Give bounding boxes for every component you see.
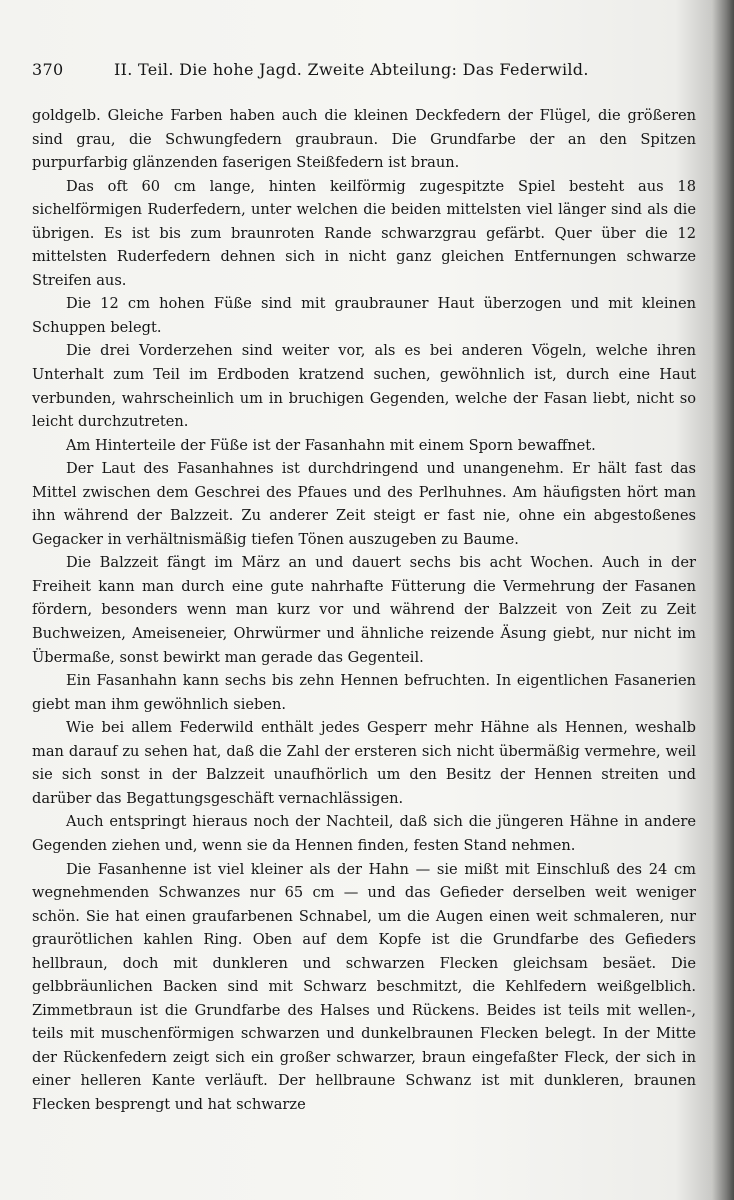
paragraph: Der Laut des Fasanhahnes ist durchdringend und unangenehm. Er hält fast das Mittel zwischen dem Geschrei des Pfaues und des Perlhuhnes. Am häufigsten hört man ihn während der Balzzeit. Zu anderer Zeit steigt er fast nie, ohne ein abgestoßenes Gegacker in verhältnismäßig tiefen Tönen auszugeben zu Baume. (32, 460, 696, 548)
paragraph: Am Hinterteile der Füße ist der Fasanhahn mit einem Sporn bewaffnet. (66, 436, 596, 454)
body-text (32, 104, 696, 1117)
paragraph: goldgelb. Gleiche Farben haben auch die kleinen Deckfedern der Flügel, die größeren sind grau, die Schwungfedern graubraun. Die Grundfarbe der an den Spitzen purpurfarbig glänzenden faserigen Steißfedern ist braun. (32, 107, 696, 172)
paragraph: Die Balzzeit fängt im März an und dauert sechs bis acht Wochen. Auch in der Freiheit kann man durch eine gute nahrhafte Fütterung die Vermehrung der Fasanen fördern, besonders wenn man kurz vor und während der Balzzeit von Zeit zu Zeit Buchweizen, Ameiseneier, Ohrwürmer und ähnliche reizende Äsung giebt, nur nicht im Übermaße, sonst bewirkt man gerade das Gegenteil. (32, 554, 696, 666)
paragraph: Auch entspringt hieraus noch der Nachteil, daß sich die jüngeren Hähne in andere Gegenden ziehen und, wenn sie da Hennen finden, festen Stand nehmen. (32, 813, 696, 854)
paragraph: Die Fasanhenne ist viel kleiner als der Hahn — sie mißt mit Einschluß des 24 cm wegnehmenden Schwanzes nur 65 cm — und das Gefieder derselben weit weniger schön. Sie hat einen graufarbenen Schnabel, um die Augen einen weit schmaleren, nur graurötlichen kahlen Ring. Oben auf dem Kopfe ist die Grundfarbe des Gefieders hellbraun, doch mit dunkleren und schwarzen Flecken gleichsam besäet. Die gelbbräunlichen Backen sind mit Schwarz beschmitzt, die Kehlfedern weißgelblich. Zimmetbraun ist die Grundfarbe des Halses und Rückens. Beides ist teils mit wellen-, teils mit muschenförmigen schwarzen und dunkelbraunen Flecken belegt. In der Mitte der Rückenfedern zeigt sich ein großer schwarzer, braun eingefaßter Fleck, der sich in einer helleren Kante verläuft. Der hellbraune Schwanz ist mit dunkleren, braunen Flecken besprengt und hat schwarze (32, 860, 696, 1113)
page-number: 370 (32, 60, 64, 79)
paragraph: Wie bei allem Federwild enthält jedes Gesperr mehr Hähne als Hennen, weshalb man darauf zu sehen hat, daß die Zahl der ersteren sich nicht übermäßig vermehre, weil sie sich sonst in der Balzzeit unaufhörlich um den Besitz der Hennen streiten und darüber das Begattungsgeschäft vernachlässigen. (32, 719, 696, 807)
paragraph: Ein Fasanhahn kann sechs bis zehn Hennen befruchten. In eigentlichen Fasanerien giebt man ihm gewöhnlich sieben. (32, 672, 696, 713)
paragraph: Das oft 60 cm lange, hinten keilförmig zugespitzte Spiel besteht aus 18 sichelförmigen Ruderfedern, unter welchen die beiden mittelsten viel länger sind als die übrigen. Es ist bis zum braunroten Rande schwarzgrau gefärbt. Quer über die 12 mittelsten Ruderfedern dehnen sich in nicht ganz gleichen Entfernungen schwarze Streifen aus. (32, 177, 696, 289)
paragraph: Die drei Vorderzehen sind weiter vor, als es bei anderen Vögeln, welche ihren Unterhalt zum Teil im Erdboden kratzend suchen, gewöhnlich ist, durch eine Haut verbunden, wahrscheinlich um in bruchigen Gegenden, welche der Fasan liebt, nicht so leicht durchzutreten. (32, 342, 696, 431)
paragraph: Die 12 cm hohen Füße sind mit graubrauner Haut überzogen und mit kleinen Schuppen belegt. (32, 295, 696, 336)
running-head: II. Teil. Die hohe Jagd. Zweite Abteilung: Das Federwild. (114, 60, 589, 79)
page-header (32, 60, 682, 79)
